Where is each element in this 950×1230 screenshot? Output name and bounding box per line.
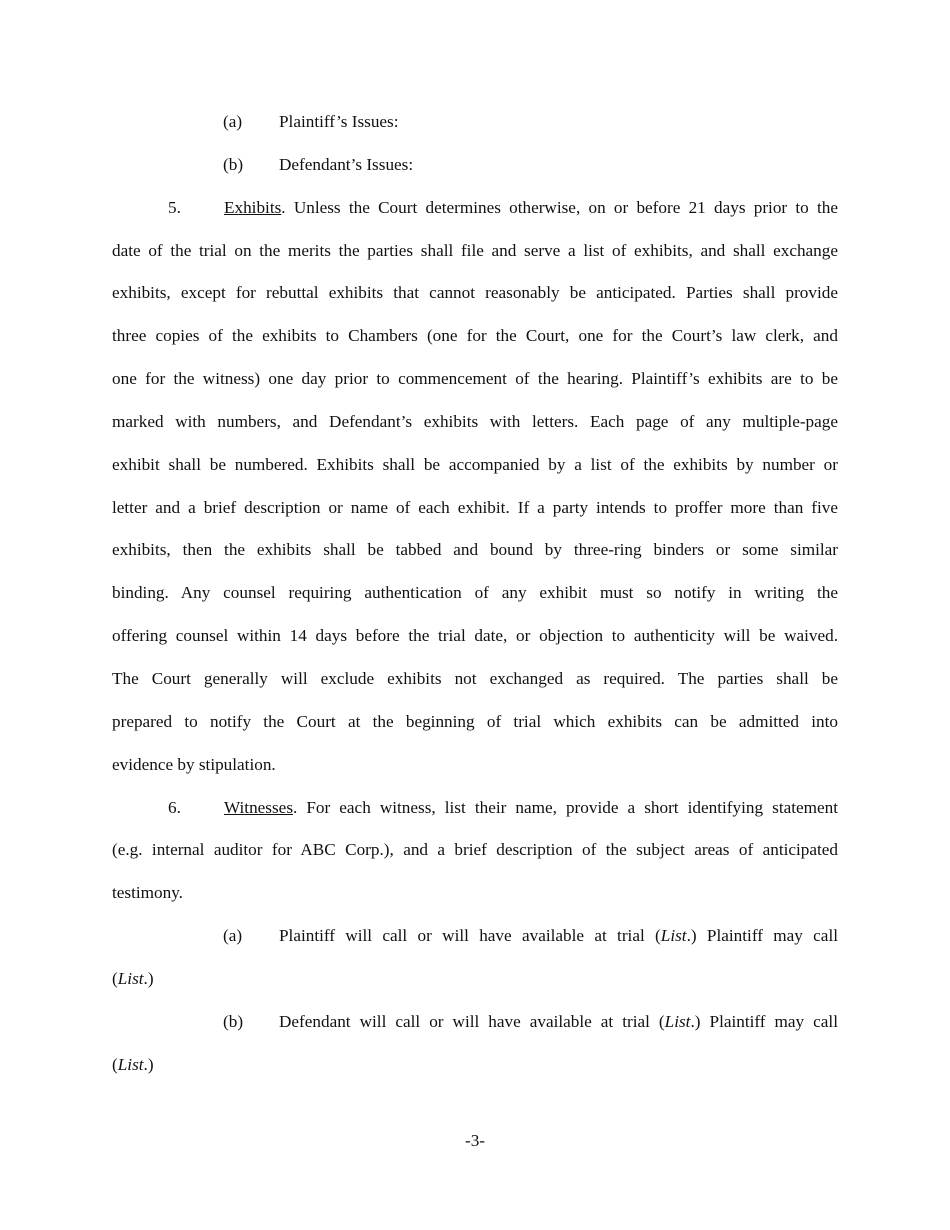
defendant-cont-close: .): [143, 1055, 154, 1074]
issue-a-marker: (a): [223, 112, 243, 131]
defendant-witness-text-2: .) Plaintiff may call: [690, 1012, 838, 1031]
defendant-witness-continuation: [112, 1052, 838, 1078]
section-6-number: 6.: [168, 798, 181, 817]
exhibits-line-7: letter and a brief description or name of each exhibit. If a party intends to proffer more than five: [112, 498, 838, 517]
plaintiff-witness-continuation: [112, 966, 838, 992]
plaintiff-witness-text-1: Plaintiff will call or will have available at trial (: [279, 926, 661, 945]
exhibits-line-8: exhibits, then the exhibits shall be tabbed and bound by three-ring binders or some similar: [112, 540, 838, 559]
witness-a-marker: (a): [223, 926, 243, 945]
witnesses-heading: Witnesses: [224, 798, 294, 817]
exhibits-line-11: The Court generally will exclude exhibits not exchanged as required. The parties shall be: [112, 669, 838, 688]
exhibits-line-10: offering counsel within 14 days before the trial date, or objection to authenticity will be waived.: [112, 626, 838, 645]
defendant-cont-list: List: [117, 1055, 144, 1074]
plaintiff-witness-line: [279, 923, 838, 949]
exhibits-line-2: exhibits, except for rebuttal exhibits that cannot reasonably be anticipated. Parties shall provide: [112, 283, 838, 302]
plaintiff-witness-text-2: .) Plaintiff may call: [686, 926, 838, 945]
exhibits-line-3: three copies of the exhibits to Chambers (one for the Court, one for the Court’s law clerk, and: [112, 326, 838, 345]
section-5-number: 5.: [168, 198, 181, 217]
witnesses-line-2: testimony.: [112, 883, 183, 902]
exhibits-heading: Exhibits: [224, 198, 282, 217]
defendant-issues-label: Defendant’s Issues:: [279, 155, 414, 174]
exhibits-line-13: evidence by stipulation.: [112, 755, 276, 774]
exhibits-line-12: prepared to notify the Court at the beginning of trial which exhibits can be admitted into: [112, 712, 838, 731]
plaintiff-cont-close: .): [143, 969, 154, 988]
exhibits-line-4: one for the witness) one day prior to commencement of the hearing. Plaintiff’s exhibits are to be: [112, 369, 838, 388]
exhibits-line-0: . Unless the Court determines otherwise, on or before 21 days prior to the: [281, 198, 838, 217]
exhibits-line-9: binding. Any counsel requiring authentication of any exhibit must so notify in writing the: [112, 583, 838, 602]
issue-b-marker: (b): [223, 155, 244, 174]
defendant-witness-line: [279, 1009, 838, 1035]
exhibits-line-5: marked with numbers, and Defendant’s exhibits with letters. Each page of any multiple-page: [112, 412, 838, 431]
page-number: -3-: [464, 1131, 486, 1150]
witnesses-line-1: (e.g. internal auditor for ABC Corp.), and a brief description of the subject areas of anticipated: [112, 840, 838, 859]
defendant-witness-text-1: Defendant will call or will have available at trial (: [279, 1012, 665, 1031]
plaintiff-witness-list-1: List: [660, 926, 687, 945]
plaintiff-issues-label: Plaintiff’s Issues:: [279, 112, 399, 131]
witness-b-marker: (b): [223, 1012, 244, 1031]
exhibits-line-1: date of the trial on the merits the parties shall file and serve a list of exhibits, and shall exchange: [112, 241, 838, 260]
defendant-witness-list-1: List: [664, 1012, 691, 1031]
defendant-cont-open: (: [112, 1055, 118, 1074]
witnesses-first-line: [224, 795, 838, 821]
plaintiff-cont-open: (: [112, 969, 118, 988]
plaintiff-cont-list: List: [117, 969, 144, 988]
exhibits-line-6: exhibit shall be numbered. Exhibits shall be accompanied by a list of the exhibits by number or: [112, 455, 838, 474]
witnesses-line-0: . For each witness, list their name, provide a short identifying statement: [293, 798, 838, 817]
exhibits-first-line: [224, 195, 838, 221]
